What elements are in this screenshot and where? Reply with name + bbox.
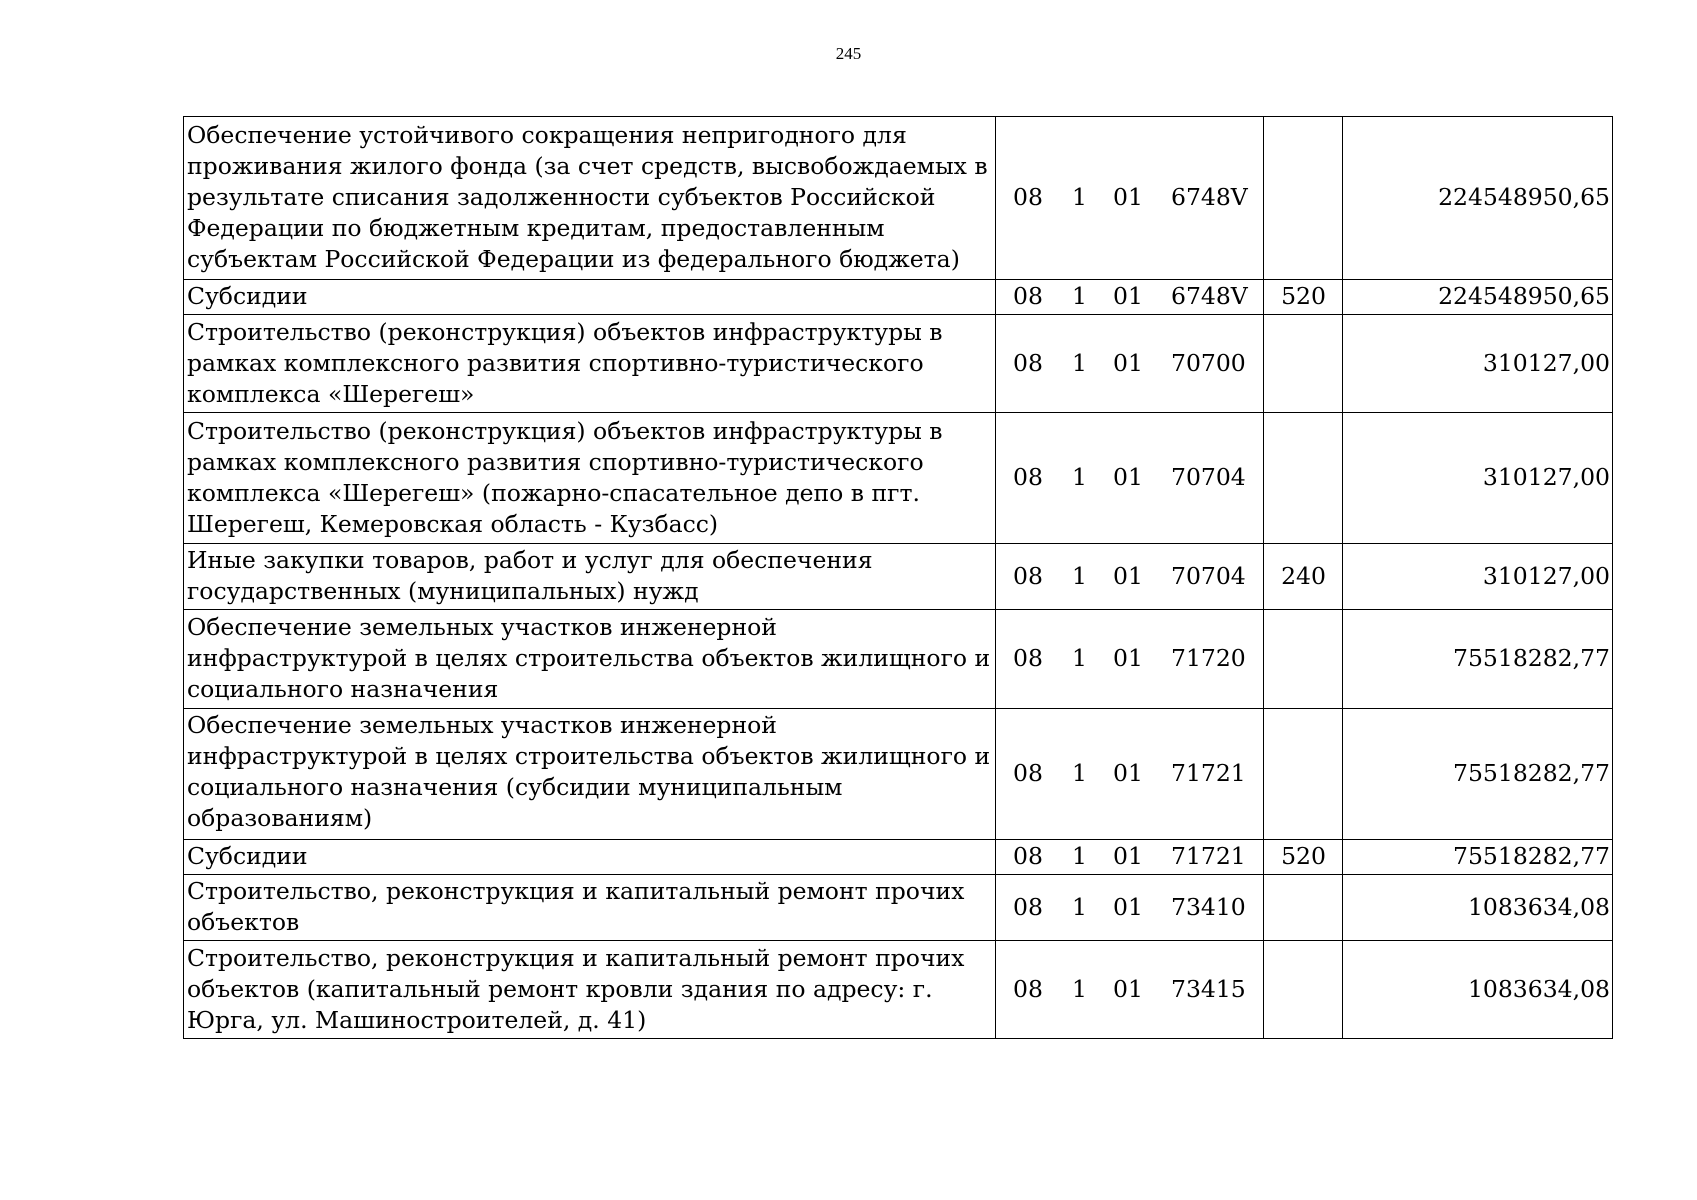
row-code xyxy=(996,840,1264,875)
row-amount: 224548950,65 xyxy=(1343,280,1613,315)
row-code xyxy=(996,875,1264,941)
code-program: 1 xyxy=(1072,183,1087,211)
row-expense-type xyxy=(1264,709,1343,840)
row-amount: 310127,00 xyxy=(1343,413,1613,544)
row-name: Иные закупки товаров, работ и услуг для обеспечения государственных (муниципальных) нужд xyxy=(184,544,996,610)
code-direction: 71721 xyxy=(1171,842,1246,870)
code-direction: 70704 xyxy=(1171,463,1246,491)
row-expense-type xyxy=(1264,413,1343,544)
row-expense-type xyxy=(1264,875,1343,941)
code-program: 1 xyxy=(1072,561,1087,590)
code-program: 1 xyxy=(1072,759,1087,787)
code-subprogram: 01 xyxy=(1113,561,1143,590)
code-direction: 6748V xyxy=(1171,183,1248,211)
row-expense-type xyxy=(1264,610,1343,709)
code-section: 08 xyxy=(1013,759,1043,787)
row-expense-type xyxy=(1264,941,1343,1039)
row-amount: 310127,00 xyxy=(1343,544,1613,610)
code-section: 08 xyxy=(1013,892,1043,921)
row-code xyxy=(996,413,1264,544)
row-code xyxy=(996,544,1264,610)
code-direction: 73410 xyxy=(1171,892,1246,921)
row-name: Обеспечение устойчивого сокращения непригодного для проживания жилого фонда (за счет средств, высвобождаемых в результате списания задолженности субъектов Российской Федерации по бюджетным кредитам, предоставленным субъектам Российской Федерации из федерального бюджета) xyxy=(184,117,996,280)
table-row xyxy=(184,280,1613,315)
code-program: 1 xyxy=(1072,282,1087,310)
code-direction: 73415 xyxy=(1171,974,1246,1003)
code-subprogram: 01 xyxy=(1113,644,1143,672)
code-direction: 71721 xyxy=(1171,759,1246,787)
row-code xyxy=(996,610,1264,709)
code-subprogram: 01 xyxy=(1113,842,1143,870)
code-direction: 70704 xyxy=(1171,561,1246,590)
budget-table xyxy=(183,116,1613,1039)
code-subprogram: 01 xyxy=(1113,759,1143,787)
code-section: 08 xyxy=(1013,348,1043,377)
row-expense-type xyxy=(1264,315,1343,413)
row-amount: 75518282,77 xyxy=(1343,840,1613,875)
table-row xyxy=(184,315,1613,413)
row-code xyxy=(996,709,1264,840)
row-name: Субсидии xyxy=(184,280,996,315)
row-expense-type xyxy=(1264,117,1343,280)
code-section: 08 xyxy=(1013,974,1043,1003)
row-name: Строительство (реконструкция) объектов инфраструктуры в рамках комплексного развития спортивно-туристического комплекса «Шерегеш» (пожарно-спасательное депо в пгт. Шерегеш, Кемеровская область - Кузбасс) xyxy=(184,413,996,544)
row-amount: 1083634,08 xyxy=(1343,875,1613,941)
row-code xyxy=(996,117,1264,280)
row-code xyxy=(996,280,1264,315)
table-row xyxy=(184,941,1613,1039)
code-program: 1 xyxy=(1072,892,1087,921)
row-code xyxy=(996,941,1264,1039)
code-section: 08 xyxy=(1013,644,1043,672)
row-name: Строительство, реконструкция и капитальный ремонт прочих объектов (капитальный ремонт кровли здания по адресу: г. Юрга, ул. Машиностроителей, д. 41) xyxy=(184,941,996,1039)
row-expense-type: 240 xyxy=(1264,544,1343,610)
code-direction: 70700 xyxy=(1171,348,1246,377)
table-row xyxy=(184,840,1613,875)
code-subprogram: 01 xyxy=(1113,282,1143,310)
row-name: Обеспечение земельных участков инженерной инфраструктурой в целях строительства объектов жилищного и социального назначения (субсидии муниципальным образованиям) xyxy=(184,709,996,840)
code-subprogram: 01 xyxy=(1113,463,1143,491)
row-name: Строительство (реконструкция) объектов инфраструктуры в рамках комплексного развития спортивно-туристического комплекса «Шерегеш» xyxy=(184,315,996,413)
row-name: Субсидии xyxy=(184,840,996,875)
table-row xyxy=(184,875,1613,941)
row-amount: 1083634,08 xyxy=(1343,941,1613,1039)
code-direction: 6748V xyxy=(1171,282,1248,310)
table-row xyxy=(184,544,1613,610)
row-amount: 310127,00 xyxy=(1343,315,1613,413)
code-section: 08 xyxy=(1013,561,1043,590)
row-code xyxy=(996,315,1264,413)
row-amount: 224548950,65 xyxy=(1343,117,1613,280)
code-program: 1 xyxy=(1072,842,1087,870)
code-direction: 71720 xyxy=(1171,644,1246,672)
table-row xyxy=(184,709,1613,840)
row-amount: 75518282,77 xyxy=(1343,610,1613,709)
code-program: 1 xyxy=(1072,644,1087,672)
code-program: 1 xyxy=(1072,974,1087,1003)
code-section: 08 xyxy=(1013,842,1043,870)
code-subprogram: 01 xyxy=(1113,348,1143,377)
row-name: Строительство, реконструкция и капитальный ремонт прочих объектов xyxy=(184,875,996,941)
row-name: Обеспечение земельных участков инженерной инфраструктурой в целях строительства объектов жилищного и социального назначения xyxy=(184,610,996,709)
code-program: 1 xyxy=(1072,348,1087,377)
code-subprogram: 01 xyxy=(1113,974,1143,1003)
code-section: 08 xyxy=(1013,183,1043,211)
table-row xyxy=(184,117,1613,280)
row-expense-type: 520 xyxy=(1264,280,1343,315)
code-section: 08 xyxy=(1013,282,1043,310)
row-amount: 75518282,77 xyxy=(1343,709,1613,840)
page-number: 245 xyxy=(835,44,862,63)
table-row xyxy=(184,610,1613,709)
code-section: 08 xyxy=(1013,463,1043,491)
code-subprogram: 01 xyxy=(1113,183,1143,211)
row-expense-type: 520 xyxy=(1264,840,1343,875)
table-row xyxy=(184,413,1613,544)
code-program: 1 xyxy=(1072,463,1087,491)
code-subprogram: 01 xyxy=(1113,892,1143,921)
